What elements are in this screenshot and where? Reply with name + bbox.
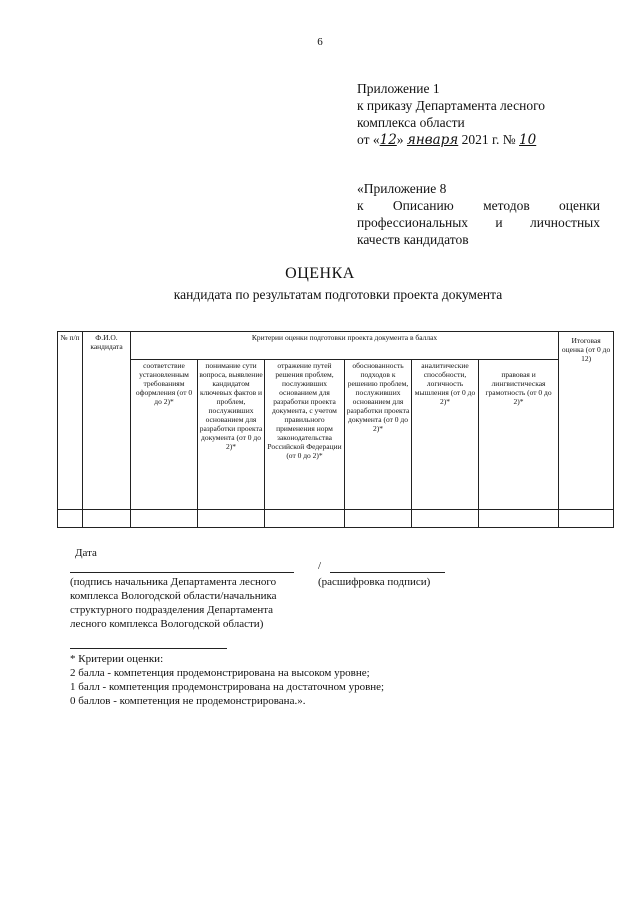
appendix-1-org: комплекса области xyxy=(357,115,465,130)
decode-line xyxy=(330,572,445,573)
criterion-literacy: правовая и лингвистическая грамотность (от 0 до 2)* xyxy=(479,360,559,510)
table-cell[interactable] xyxy=(58,510,83,528)
table-cell[interactable] xyxy=(198,510,265,528)
table-cell[interactable] xyxy=(265,510,345,528)
table-criteria-row xyxy=(58,360,614,510)
appendix-1-date-line xyxy=(357,131,607,149)
criterion-solutions: отражение путей решения проблем, послуживших основанием для разработки проекта документа, с учетом правильного применения норм законодательства Российской Федерации (от 0 до 2)* xyxy=(265,360,345,510)
handwritten-number: 10 xyxy=(519,132,537,148)
appendix-1-header xyxy=(357,80,607,149)
header-criteria: Критерии оценки подготовки проекта документа в баллах xyxy=(131,332,559,360)
appendix-8-title: «Приложение 8 xyxy=(357,181,447,196)
page-number: 6 xyxy=(317,36,323,48)
header-total: Итоговая оценка (от 0 до 12) xyxy=(559,332,614,510)
evaluation-table xyxy=(57,331,614,528)
table-cell[interactable] xyxy=(345,510,412,528)
date-sep: » xyxy=(396,132,407,147)
appendix-8-line-2: к Описанию методов оценки xyxy=(357,198,600,213)
date-prefix: от « xyxy=(357,132,380,147)
footnote-line: 1 балл - компетенция продемонстрирована на достаточном уровне; xyxy=(70,681,385,693)
decode-caption: (расшифровка подписи) xyxy=(318,576,431,588)
table-header-row xyxy=(58,332,614,360)
header-fio: Ф.И.О. кандидата xyxy=(83,332,131,510)
footnote xyxy=(70,652,384,708)
appendix-1-title: Приложение 1 xyxy=(357,81,440,96)
signature-caption: (подпись начальника Департамента лесного комплекса Вологодской области/начальника структурного подразделения Департамента лесного комплекса Вологодской области) xyxy=(70,576,277,630)
appendix-8-line-3: профессиональных и личностных xyxy=(357,215,600,230)
footnote-title: * Критерии оценки: xyxy=(70,653,164,665)
criterion-analytics: аналитические способности, логичность мышления (от 0 до 2)* xyxy=(412,360,479,510)
signature-slash: / xyxy=(318,560,322,572)
date-label: Дата xyxy=(75,547,97,559)
handwritten-day: 12 xyxy=(379,132,397,148)
footnote-line: 0 баллов - компетенция не продемонстрирована.». xyxy=(70,695,306,707)
table-cell[interactable] xyxy=(412,510,479,528)
handwritten-month: января xyxy=(406,132,459,148)
table-row xyxy=(58,510,614,528)
table-cell[interactable] xyxy=(479,510,559,528)
footnote-separator xyxy=(70,648,227,649)
table-cell[interactable] xyxy=(131,510,198,528)
appendix-8-line-4: качеств кандидатов xyxy=(357,232,469,247)
document-subtitle: кандидата по результатам подготовки проекта документа xyxy=(173,287,503,302)
table-cell[interactable] xyxy=(83,510,131,528)
date-year: 2021 г. № xyxy=(458,132,520,147)
footnote-line: 2 балла - компетенция продемонстрирована на высоком уровне; xyxy=(70,667,370,679)
document-title: ОЦЕНКА xyxy=(285,265,355,282)
appendix-8-header xyxy=(357,180,600,248)
criterion-formatting: соответствие установленным требованиям оформления (от 0 до 2)* xyxy=(131,360,198,510)
signature-line xyxy=(70,572,294,573)
appendix-1-order-ref: к приказу Департамента лесного xyxy=(357,98,546,113)
criterion-justification: обоснованность подходов к решению проблем, послуживших основанием для разработки проекта документа (от 0 до 2)* xyxy=(345,360,412,510)
table-cell[interactable] xyxy=(559,510,614,528)
criterion-understanding: понимание сути вопроса, выявление кандидатом ключевых фактов и проблем, послуживших основанием для разработки проекта документа (от 0 до 2)* xyxy=(198,360,265,510)
header-number: № п/п xyxy=(58,332,83,510)
